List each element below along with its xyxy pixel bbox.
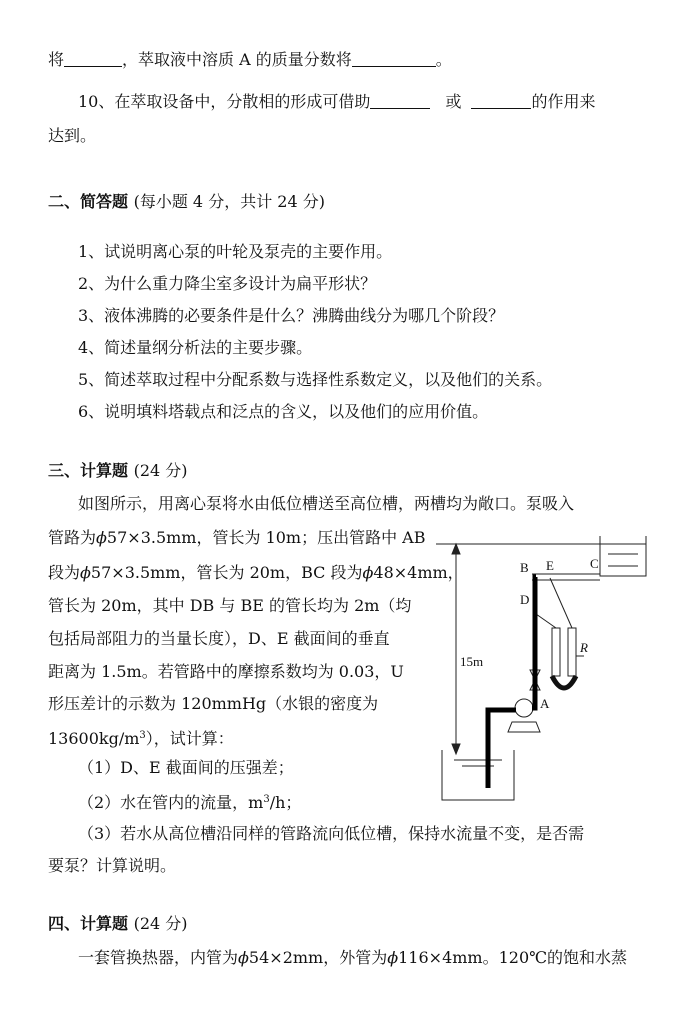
discharge-pipe [532, 577, 536, 708]
section2-heading: 二、简答题 (每小题 4 分，共计 24 分) [48, 192, 325, 211]
q9-tail: 将 ，萃取液中溶质 A 的质量分数将 。 [48, 50, 452, 69]
arrow-up-icon [452, 544, 460, 554]
section3-heading: 三、计算题 (24 分) [48, 461, 188, 480]
section4-heading: 四、计算题 (24 分) [48, 914, 188, 933]
label-a: A [540, 696, 550, 711]
section3-score: (24 分) [133, 461, 188, 480]
label-b: B [520, 560, 529, 575]
answer-blank[interactable] [471, 92, 531, 109]
tap-line-e [550, 578, 572, 628]
label-c: C [590, 556, 599, 571]
label-d: D [520, 592, 530, 607]
problem-text: 一套管换热器，内管为ϕ54×2mm，外管为ϕ116×4mm。120℃的饱和水蒸 [78, 948, 628, 967]
answer-blank[interactable] [64, 50, 122, 67]
lower-tank [442, 750, 514, 800]
section2-question: 4、简述量纲分析法的主要步骤。 [78, 338, 313, 357]
problem-text: 形压差计的示数为 120mmHg（水银的密度为 [48, 694, 379, 713]
sub-question: 要泵？计算说明。 [48, 856, 177, 875]
section2-question: 1、试说明离心泵的叶轮及泵壳的主要作用。 [78, 242, 393, 261]
section4-score: (24 分) [133, 914, 188, 933]
sub-question: （2）水在管内的流量，$m^3/h$； [78, 793, 302, 812]
u-manometer-right [568, 628, 576, 676]
label-r: R [580, 640, 588, 655]
problem-text: 距离为 1.5m。若管路中的摩擦系数均为 0.03，U [48, 662, 404, 681]
pump-system-diagram [432, 528, 662, 808]
u-manometer-bend [552, 676, 576, 688]
problem-text: 包括局部阻力的当量长度），D、E 截面间的垂直 [48, 629, 390, 648]
pump-base [508, 722, 540, 732]
section2-question: 2、为什么重力降尘室多设计为扁平形状？ [78, 274, 377, 293]
tap-line-d [536, 614, 556, 628]
section2-question: 3、液体沸腾的必要条件是什么？沸腾曲线分为哪几个阶段？ [78, 306, 505, 325]
pump-icon [515, 699, 533, 717]
label-height: 15m [460, 654, 484, 669]
q10-line2: 达到。 [48, 126, 97, 145]
sub-question: （3）若水从高位槽沿同样的管路流向低位槽，保持水流量不变，是否需 [78, 824, 585, 843]
sub-question: （1）D、E 截面间的压强差； [78, 758, 294, 777]
section2-question: 6、说明填料塔载点和泛点的含义，以及他们的应用价值。 [78, 402, 489, 421]
arrow-down-icon [452, 744, 460, 754]
problem-text: 管路为ϕ57×3.5mm，管长为 10m；压出管路中 AB [48, 528, 426, 547]
u-manometer-left [552, 628, 560, 676]
section2-question: 5、简述萃取过程中分配系数与选择性系数定义，以及他们的关系。 [78, 370, 553, 389]
answer-blank[interactable] [370, 92, 430, 109]
problem-text: 如图所示，用离心泵将水由低位槽送至高位槽，两槽均为敞口。泵吸入 [78, 494, 575, 513]
answer-blank[interactable] [352, 50, 436, 67]
problem-text: 管长为 20m，其中 DB 与 BE 的管长均为 2m（均 [48, 596, 412, 615]
q10-line1: 10、在萃取设备中，分散相的形成可借助 或 的作用来 [78, 92, 596, 111]
label-e: E [546, 558, 554, 573]
problem-text: $13600kg/m^3$），试计算： [48, 729, 234, 748]
problem-text: 段为ϕ57×3.5mm，管长为 20m，BC 段为ϕ48×4mm， [48, 563, 464, 582]
upper-tank [600, 536, 646, 576]
section2-score: (每小题 4 分，共计 24 分) [133, 192, 325, 211]
